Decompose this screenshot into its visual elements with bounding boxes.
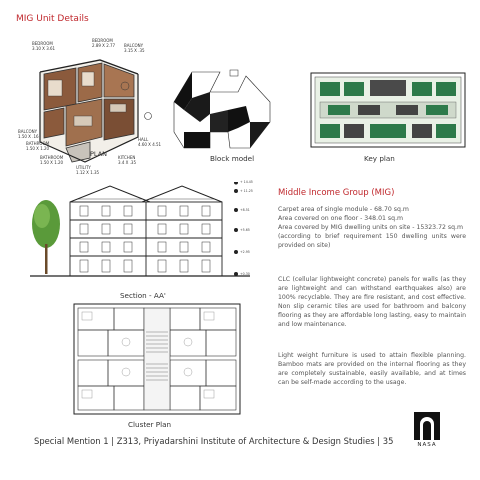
block-model <box>170 62 274 152</box>
room-label-bathroom-1: BATHROOM 1.50 X 1.20 <box>26 141 50 151</box>
page-footer: Special Mention 1 | Z313, Priyadarshini Institute of Architecture & Design Studies | 35 <box>34 436 394 446</box>
room-label-bathroom-2: BATHROOM 1.50 X 1.20 <box>40 155 64 165</box>
key-plan <box>310 72 466 148</box>
room-label-utility: UTILITY 1.12 X 1.35 <box>76 165 100 175</box>
plan-caption: PLAN <box>90 150 107 158</box>
section-level: + 11.25 <box>240 189 253 193</box>
section-level: +8.51 <box>240 208 250 212</box>
section-level: +5.65 <box>240 228 250 232</box>
page-title: MIG Unit Details <box>16 14 89 24</box>
room-label-bedroom-2: BEDROOM 2.89 X 2.77 <box>92 38 116 48</box>
paragraph-materials: CLC (cellular lightweight concrete) panels for walls (as they are lightweight and can withstand earthquakes also) are 100% recyclable. They are fire resistant, and cost effective. Non slip ceramic tiles are used for bathroom and balcony flooring as they are affordable long lasting, easy to maintain and low maintenance. <box>278 276 466 328</box>
paragraph-areas: Carpet area of single module - 68.70 sq.m Area covered on one floor - 348.01 sq.m Area covered by MIG dwelling units on site - 15323.72 sq.m (according to brief requirement 150 dwelling units were provided on site) <box>278 206 466 249</box>
key-plan-drawing <box>310 72 466 148</box>
section-caption: Section - AA' <box>120 291 166 300</box>
section-aa <box>30 182 250 286</box>
section-level: +0.30 <box>240 272 250 276</box>
room-label-hall: HALL 4.60 X 4.51 <box>138 137 162 147</box>
room-label-kitchen: KITCHEN 3.4 X .35 <box>118 155 137 165</box>
section-drawing <box>30 182 250 286</box>
nasa-logo-text: NASA <box>417 442 437 448</box>
block-model-caption: Block model <box>210 154 255 163</box>
room-label-balcony-2: BALCONY 1.50 X .16 <box>18 129 39 139</box>
cluster-plan <box>72 302 242 416</box>
section-level: +2.95 <box>240 250 250 254</box>
block-model-drawing <box>170 62 274 152</box>
section-level: + 14.45 <box>240 180 253 184</box>
cluster-plan-caption: Cluster Plan <box>128 420 172 429</box>
section-heading: Middle Income Group (MIG) <box>278 188 395 198</box>
room-label-bedroom-1: BEDROOM 3.10 X 3.61 <box>32 41 56 51</box>
nasa-arch-icon <box>410 410 444 440</box>
paragraph-furniture: Light weight furniture is used to attain flexible planning. Bamboo mats are provided on the internal flooring as they are completely sustainable, easily available, and at times can be self-made according to the usage. <box>278 352 466 386</box>
room-label-balcony-1: BALCONY 3.15 X .35 <box>124 43 145 53</box>
cluster-plan-drawing <box>72 302 242 416</box>
key-plan-caption: Key plan <box>364 154 395 163</box>
